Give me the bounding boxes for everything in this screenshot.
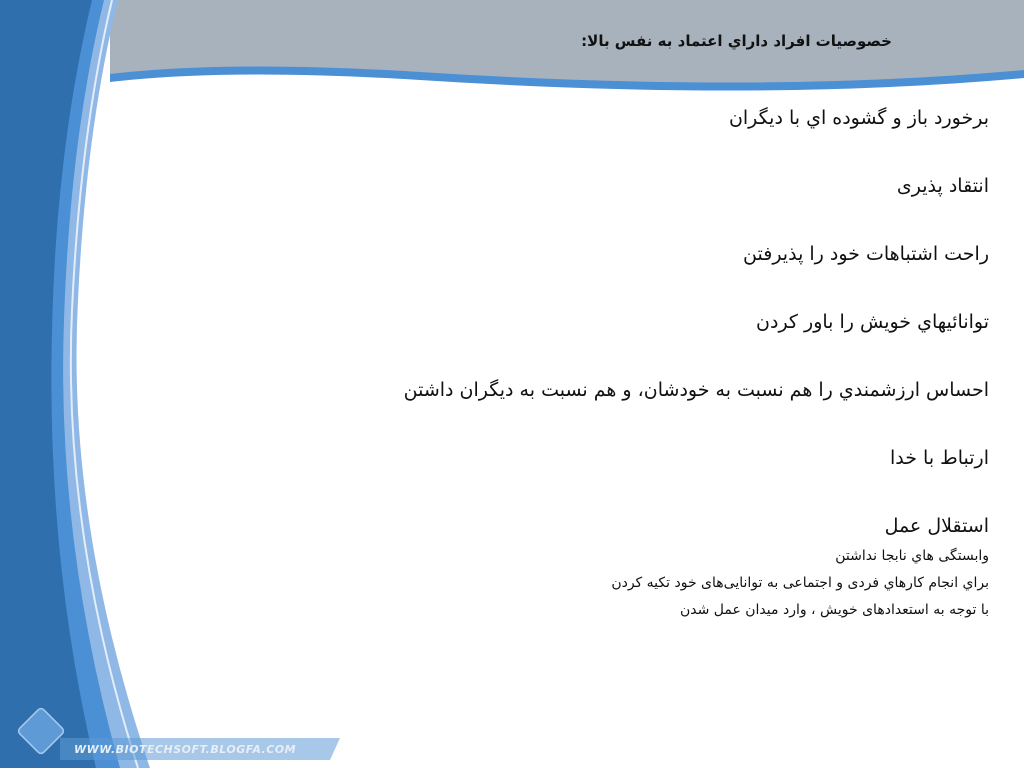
slide-title: خصوصيات افراد داراي اعتماد به نفس بالا: (581, 32, 892, 50)
sub-bullet-list (349, 543, 989, 624)
bullet-item: توانائيهاي خويش را باور کردن (756, 311, 989, 333)
sub-bullet-item: وابستگی هاي نابجا نداشتن (835, 548, 989, 564)
bullet-list (349, 104, 989, 546)
bullet-item: انتقاد پذیری (896, 175, 989, 197)
bullet-item: ارتباط با خدا (890, 447, 989, 469)
bullet-item: برخورد باز و گشوده اي با ديگران (728, 107, 989, 129)
bullet-item: استقلال عمل (884, 515, 989, 537)
website-footer: WWW.BIOTECHSOFT.BLOGFA.COM (74, 743, 297, 756)
bullet-item: احساس ارزشمندي را هم نسبت به خودشان، و هم نسبت به ديگران داشتن (403, 379, 989, 401)
bullet-item: راحت اشتباهات خود را پذيرفتن (743, 243, 989, 265)
sub-bullet-item: براي انجام کارهاي فردی و اجتماعی به توانایی‌های خود تکيه کردن (611, 575, 989, 591)
sub-bullet-item: با توجه به استعدادهای خويش ، وارد ميدان عمل شدن (679, 602, 989, 618)
